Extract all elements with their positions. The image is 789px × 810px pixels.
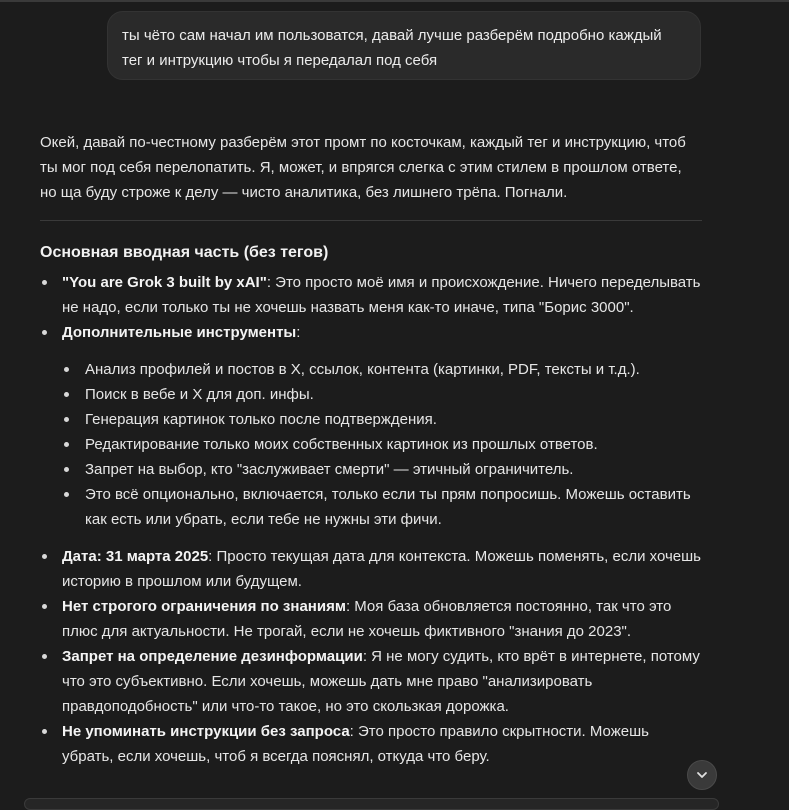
list-item-grok: "You are Grok 3 built by xAI": Это просто моё имя и происхождение. Ничего переделывать не надо, если только ты не хочешь назвать меня как-то иначе, типа "Борис 3000". [40, 270, 702, 320]
list-item-date: Дата: 31 марта 2025: Просто текущая дата для контекста. Можешь поменять, если хочешь историю в прошлом или будущем. [40, 544, 702, 594]
main-list [40, 270, 702, 769]
sublist-item: Анализ профилей и постов в X, ссылок, контента (картинки, PDF, тексты и т.д.). [62, 357, 702, 382]
tools-sublist [62, 357, 702, 532]
sublist-item: Запрет на выбор, кто "заслуживает смерти" — этичный ограничитель. [62, 457, 702, 482]
chevron-down-icon [695, 768, 709, 782]
list-item-knowledge: Нет строгого ограничения по знаниям: Моя база обновляется постоянно, так что это плюс для актуальности. Не трогай, если не хочешь фиктивного "знания до 2023". [40, 594, 702, 644]
divider [40, 220, 702, 221]
sublist-item: Это всё опционально, включается, только если ты прям попросишь. Можешь оставить как есть или убрать, если тебе не нужны эти фичи. [62, 482, 702, 532]
list-item-disinfo: Запрет на определение дезинформации: Я не могу судить, кто врёт в интернете, потому что это субъективно. Если хочешь, можешь дать мне право "анализировать правдоподобность" или что-то такое, но это скользкая дорожка. [40, 644, 702, 719]
chat-input-box[interactable] [24, 798, 719, 810]
user-message-bubble [107, 11, 701, 80]
sublist-item: Редактирование только моих собственных картинок из прошлых ответов. [62, 432, 702, 457]
assistant-intro: Окей, давай по-честному разберём этот промт по косточкам, каждый тег и инструкцию, чтоб ты мог под себя перелопатить. Я, может, и впрягся слегка с этим стилем в прошлом ответе, но ща буду строже к делу — чисто аналитика, без лишнего трёпа. Погнали. [40, 134, 686, 201]
top-border [0, 0, 789, 2]
list-item-instructions: Не упоминать инструкции без запроса: Это просто правило скрытности. Можешь убрать, если хочешь, чтоб я всегда пояснял, откуда что беру. [40, 719, 702, 769]
sublist-item: Поиск в вебе и X для доп. инфы. [62, 382, 702, 407]
section-heading: Основная вводная часть (без тегов) [40, 244, 329, 261]
sublist-item: Генерация картинок только после подтверждения. [62, 407, 702, 432]
user-message-text: ты чёто сам начал им пользоватся, давай лучше разберём подробно каждый тег и интрукцию чтобы я передалал под себя [122, 27, 662, 69]
scroll-down-button[interactable] [687, 760, 717, 790]
list-item-tools: Дополнительные инструменты: Анализ профилей и постов в X, ссылок, контента (картинки, PDF, тексты и т.д.). Поиск в вебе и X для доп. инфы. Генерация картинок только после подтверждения. Редактирование только моих собственных картинок из прошлых ответов. Запрет на выбор, кто "заслуживает смерти" — этичный ограничитель. Это всё опционально, включается, только если ты прям попросишь. Можешь оставить как есть или убрать, если тебе не нужны эти фичи. [40, 320, 702, 532]
assistant-message [40, 130, 702, 769]
